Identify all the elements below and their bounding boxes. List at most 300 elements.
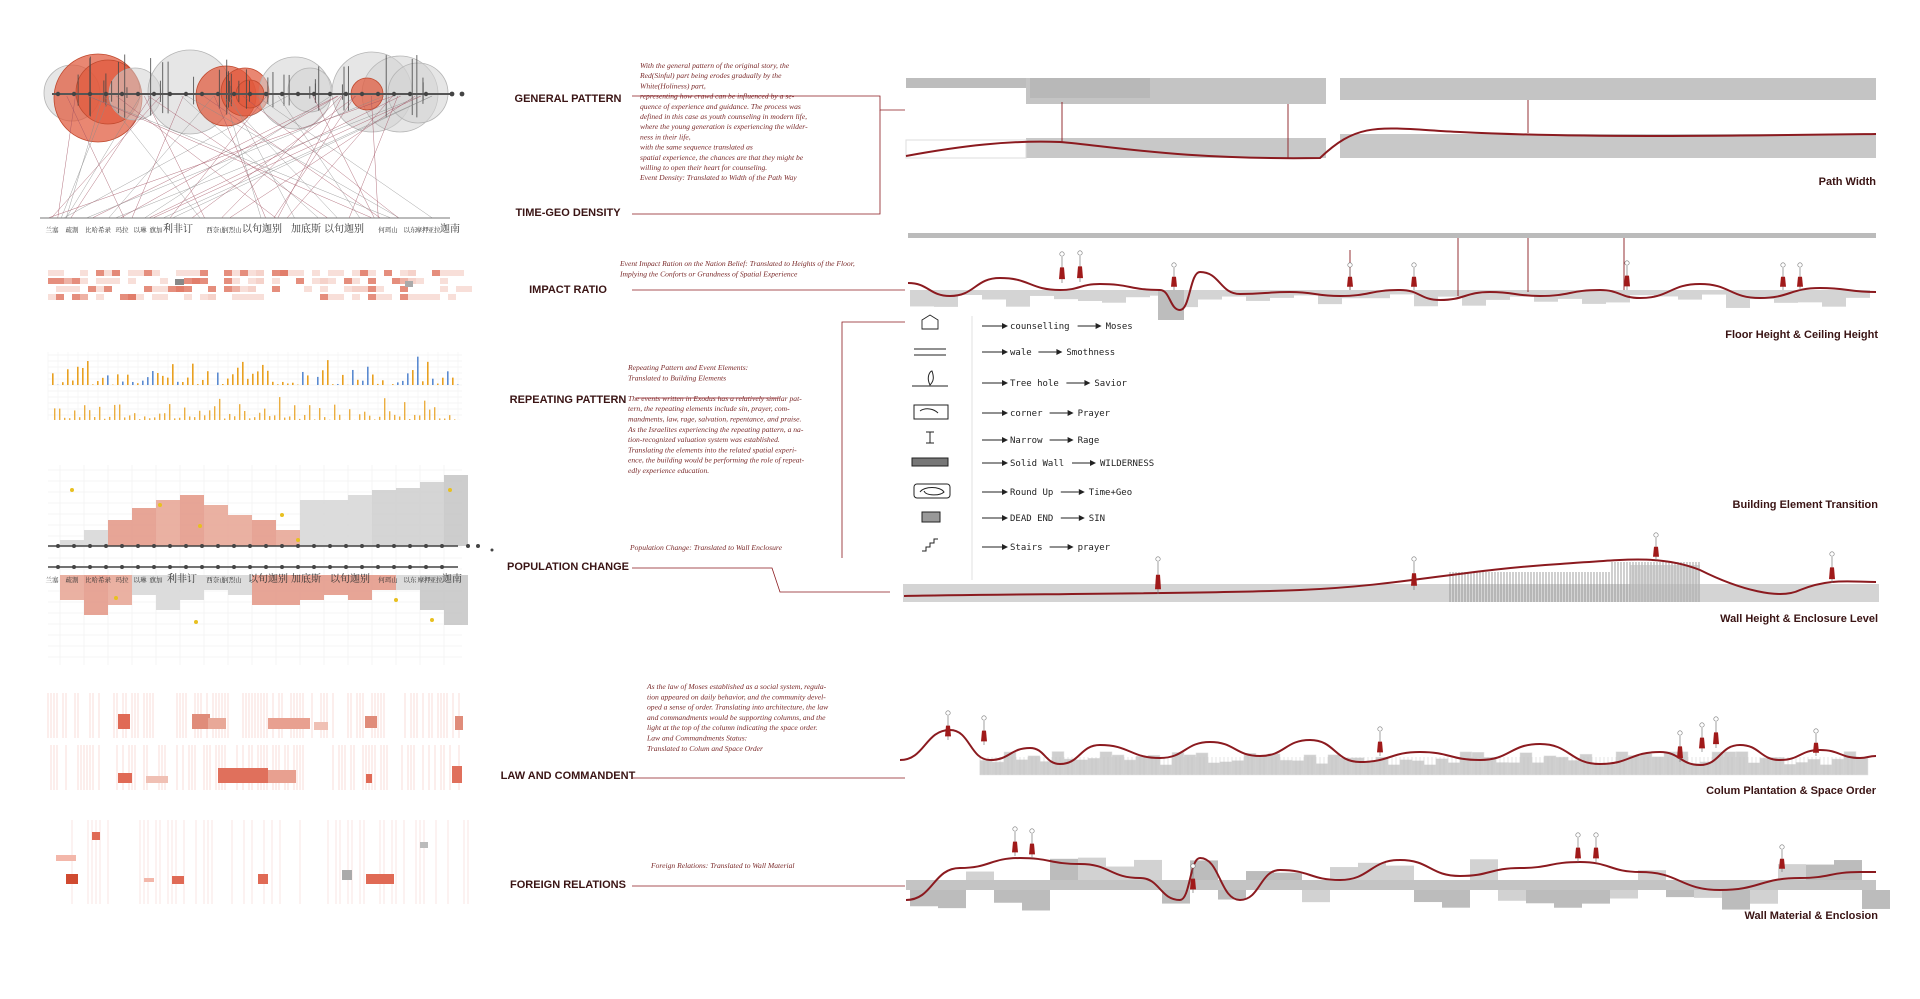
pattern-bar <box>67 369 69 385</box>
population-block <box>60 540 84 546</box>
arrow-head <box>1068 410 1074 416</box>
figure-head <box>1191 864 1195 868</box>
marker-dot <box>158 503 162 507</box>
description-line: tion appeared on daily behavior, and the community devel- <box>647 692 826 701</box>
axis-dot <box>424 544 428 548</box>
legend-icon <box>912 371 948 386</box>
label-repeating-pattern: REPEATING PATTERN <box>510 394 627 406</box>
figure-head <box>1013 827 1017 831</box>
path-wall <box>906 78 1026 88</box>
impact-cell <box>320 278 336 284</box>
axis-dot <box>184 544 188 548</box>
material-block <box>1358 863 1386 880</box>
timeline-dot <box>232 92 236 96</box>
stairs-icon <box>922 539 938 551</box>
description-line: Red(Sinful) part being erodes gradually by the <box>639 71 782 80</box>
pattern-bar <box>314 419 315 420</box>
pattern-bar <box>449 415 450 420</box>
description-line: spatial experience, the chances are that they might be <box>640 153 804 162</box>
pattern-bar <box>189 416 190 420</box>
impact-cell <box>320 286 328 292</box>
axis-dot <box>248 544 252 548</box>
figure-head <box>946 711 950 715</box>
impact-cell <box>136 270 144 276</box>
impact-cell <box>64 286 80 292</box>
pattern-bar <box>437 384 439 385</box>
description-line: As the Israelites experiencing the repeating pattern, a na- <box>627 425 804 434</box>
description-line: Translating the elements into the related spatial experi- <box>628 445 797 454</box>
pattern-bar <box>417 357 419 385</box>
place-label: 西奈山 <box>206 225 226 234</box>
timeline-dot <box>392 92 396 96</box>
description-line: Translated to Building Elements <box>628 373 726 382</box>
column-block <box>1616 752 1628 775</box>
law-block <box>192 714 210 729</box>
timeline-dot <box>408 92 412 96</box>
impact-cell <box>224 270 232 276</box>
pattern-bar <box>327 360 329 385</box>
pattern-bar <box>192 364 194 385</box>
right-sections-column <box>900 78 1890 922</box>
pattern-bar <box>272 382 274 385</box>
description-line: Translated to Colum and Space Order <box>647 744 763 753</box>
pattern-bar <box>277 384 279 385</box>
axis-dot <box>184 565 188 569</box>
pattern-bar <box>224 419 225 420</box>
law-block <box>218 768 268 783</box>
marker-dot <box>394 598 398 602</box>
legend-icon <box>912 458 948 466</box>
pattern-bar <box>429 410 430 420</box>
law-commandment-heatmap <box>48 693 463 790</box>
law-block <box>314 722 328 730</box>
figure-head <box>1378 727 1382 731</box>
legend-icon <box>926 432 934 443</box>
column-block <box>1508 763 1520 775</box>
section-path-width <box>906 78 1876 158</box>
impact-cell <box>440 286 448 292</box>
description-general-pattern <box>639 61 808 182</box>
timeline-dot <box>460 92 465 97</box>
impact-cell <box>376 294 384 300</box>
pattern-bar <box>74 410 75 420</box>
impact-cell <box>424 294 440 300</box>
pattern-bar <box>244 411 245 420</box>
column-block <box>1112 755 1124 775</box>
legend-to-label: Moses <box>1106 322 1133 332</box>
place-labels-top <box>46 222 461 235</box>
legend-from-label: Narrow <box>1010 436 1043 446</box>
column-block <box>1460 752 1472 775</box>
impact-ratio-heatmap <box>48 270 472 300</box>
material-block <box>1470 859 1498 880</box>
pattern-bar <box>394 415 395 420</box>
impact-cell <box>160 286 168 292</box>
pattern-bar <box>282 382 284 385</box>
pattern-bar <box>294 405 295 420</box>
axis-dot <box>264 544 268 548</box>
population-block <box>420 482 444 546</box>
foreign-block <box>66 874 78 884</box>
tree-icon <box>928 371 933 385</box>
impact-cell <box>96 278 104 284</box>
column-block <box>1124 760 1136 775</box>
figure-head <box>1781 263 1785 267</box>
pattern-bar <box>357 380 359 385</box>
column-block <box>1424 765 1436 775</box>
left-analysis-column <box>40 50 494 904</box>
pattern-bar <box>199 411 200 420</box>
floor-block <box>1678 290 1702 300</box>
axis-dot <box>466 544 470 548</box>
timeline-dot <box>168 92 172 96</box>
pattern-bar <box>367 367 369 385</box>
pattern-bar <box>284 418 285 420</box>
place-label: 以琳 <box>134 575 148 584</box>
place-label: 旗加 <box>150 575 164 584</box>
figure-cloak <box>1171 277 1177 287</box>
section-wall-material <box>906 827 1890 911</box>
place-label: 疏割 <box>66 225 80 234</box>
pattern-bar <box>377 384 379 385</box>
material-block <box>1582 890 1610 904</box>
description-line: defined in this case as youth counseling in modern life, <box>640 112 807 121</box>
figure-cloak <box>1077 266 1083 278</box>
figure-cloak <box>945 726 951 737</box>
timeline-dot <box>424 92 428 96</box>
description-line: Population Change: Translated to Wall Enclosure <box>629 543 783 552</box>
description-impact-ratio <box>619 259 855 278</box>
pattern-bar <box>127 375 129 385</box>
description-line: White(Holiness) part, <box>640 81 706 90</box>
description-line: Repeating Pattern and Event Elements: <box>627 363 748 372</box>
impact-cell <box>136 294 144 300</box>
pattern-bar <box>174 418 175 420</box>
legend-to-label: SIN <box>1089 514 1105 524</box>
description-line: representing how crawd can be influenced by a se- <box>640 92 795 101</box>
population-block <box>204 505 228 546</box>
law-block <box>365 716 377 728</box>
column-block <box>1724 752 1736 775</box>
axis-dot <box>88 544 92 548</box>
impact-cell <box>256 294 264 300</box>
impact-cell <box>456 286 472 292</box>
column-block <box>1784 764 1796 775</box>
impact-cell <box>256 270 264 276</box>
timeline-dot <box>312 92 316 96</box>
axis-dot <box>440 544 444 548</box>
pattern-bar <box>247 379 249 385</box>
legend-icon <box>922 512 940 522</box>
axis-dot <box>152 565 156 569</box>
pattern-bar <box>307 375 309 385</box>
column-block <box>1544 756 1556 775</box>
axis-dot <box>168 565 172 569</box>
description-line: Implying the Conforts or Grandness of Spatial Experience <box>619 269 798 278</box>
description-line: and commandments would be supporting columns, and the <box>647 713 826 722</box>
population-change-chart <box>46 465 494 665</box>
legend-icon <box>914 405 948 419</box>
foreign-block <box>342 870 352 880</box>
pattern-bar <box>254 417 255 420</box>
event-bubbles <box>44 50 448 142</box>
arrow-head <box>1068 544 1074 550</box>
column-block <box>1532 763 1544 775</box>
floor-block <box>1726 290 1750 308</box>
law-block <box>268 770 296 783</box>
place-label: 比哈希录 <box>85 575 112 584</box>
pattern-bar <box>359 414 360 420</box>
figure-cloak <box>1411 277 1417 287</box>
path-wall <box>1030 78 1150 98</box>
place-label: 以东 <box>404 225 418 234</box>
axis-dot <box>424 565 428 569</box>
pattern-bar <box>157 373 159 385</box>
pattern-bar <box>332 384 334 385</box>
axis-dot <box>328 565 332 569</box>
floor-block <box>982 290 1006 300</box>
axis-dot <box>312 544 316 548</box>
pattern-bar <box>54 408 55 420</box>
figure-cloak <box>1059 267 1065 279</box>
pattern-bar <box>217 373 219 385</box>
pattern-bar <box>439 418 440 420</box>
pattern-bar <box>317 377 319 385</box>
arrow-head <box>1096 323 1102 329</box>
place-label: 以琳 <box>134 225 148 234</box>
column-block <box>1040 761 1052 775</box>
pattern-bar <box>302 372 304 385</box>
pattern-bar <box>79 417 80 420</box>
pattern-bar <box>239 404 240 420</box>
axis-dot <box>491 549 494 552</box>
population-block <box>228 515 252 546</box>
place-label: 摩押 <box>416 225 430 234</box>
pattern-bar <box>389 411 390 420</box>
axis-dot <box>248 565 252 569</box>
pattern-bar <box>159 414 160 420</box>
legend-to-label: prayer <box>1078 543 1111 553</box>
pattern-bar <box>399 416 400 420</box>
pattern-bar <box>72 380 74 385</box>
pattern-bar <box>319 408 320 420</box>
impact-cell <box>232 286 240 292</box>
marker-dot <box>296 538 300 542</box>
population-block <box>372 490 396 546</box>
material-band <box>906 880 1876 890</box>
section-colum-plantation <box>900 711 1876 775</box>
axis-dot <box>216 565 220 569</box>
impact-cell <box>64 278 72 284</box>
figure-cloak <box>1829 567 1835 579</box>
figure-head <box>982 716 986 720</box>
population-block <box>444 475 468 546</box>
place-label: 加底斯 <box>291 572 321 585</box>
figure-cloak <box>1411 573 1417 586</box>
description-line: As the law of Moses established as a social system, regula- <box>646 682 827 691</box>
legend-icon <box>914 484 950 498</box>
pattern-bar <box>369 416 370 420</box>
leader-lines <box>632 96 905 886</box>
pattern-bar <box>242 362 244 385</box>
label-law-and-commandent: LAW AND COMMANDENT <box>501 770 636 782</box>
marker-dot <box>198 524 202 528</box>
pattern-bar <box>89 410 90 420</box>
pattern-bar <box>427 362 429 385</box>
place-label: 西奈山 <box>206 575 226 584</box>
figure-cloak <box>1190 879 1196 890</box>
pattern-bar <box>187 378 189 385</box>
pattern-bar <box>409 419 410 420</box>
impact-cell <box>88 286 96 292</box>
legend-to-label: Savior <box>1094 379 1127 389</box>
pattern-bar <box>209 410 210 420</box>
impact-cell <box>360 270 368 276</box>
arrow-head <box>1002 410 1008 416</box>
legend-from-label: Tree hole <box>1010 379 1059 389</box>
figure-cloak <box>981 731 987 742</box>
impact-cell <box>248 294 256 300</box>
place-label: 疏割 <box>66 575 80 584</box>
impact-cell <box>208 286 216 292</box>
figure-cloak <box>1593 848 1599 859</box>
column-block <box>1160 765 1172 775</box>
impact-cell <box>368 270 376 276</box>
pattern-bar <box>104 419 105 420</box>
place-label: 何烈山 <box>222 575 242 584</box>
population-block <box>132 508 156 546</box>
pattern-bar <box>434 407 435 420</box>
material-block <box>1022 890 1050 910</box>
axis-dot <box>280 565 284 569</box>
figure-head <box>1156 557 1160 561</box>
description-line: ence, the building would be performing the role of repeat- <box>628 456 805 465</box>
figure-cloak <box>1155 575 1161 589</box>
axis-dot <box>328 544 332 548</box>
impact-cell <box>272 278 280 284</box>
impact-cell <box>160 278 168 284</box>
axis-dot <box>168 544 172 548</box>
timeline-dot <box>56 92 60 96</box>
figure-cloak <box>1347 277 1353 287</box>
description-line: with the same sequence translated as <box>640 143 753 152</box>
label-impact-ratio: IMPACT RATIO <box>529 284 607 296</box>
axis-dot <box>120 544 124 548</box>
timeline-dot <box>216 92 220 96</box>
place-label: 亚拉 <box>428 225 442 234</box>
figure-head <box>1714 717 1718 721</box>
arrow-head <box>1002 544 1008 550</box>
description-line: With the general pattern of the original story, the <box>640 61 790 70</box>
pattern-bar <box>324 417 325 420</box>
impact-cell <box>352 278 360 284</box>
column-block <box>1496 762 1508 775</box>
impact-cell <box>96 270 104 276</box>
impact-cell <box>328 270 344 276</box>
figure-cloak <box>1713 732 1719 744</box>
place-label: 迦南 <box>442 572 462 585</box>
dead-end-icon <box>922 512 940 522</box>
axis-dot <box>56 544 60 548</box>
pattern-bar <box>262 365 264 385</box>
axis-dot <box>312 565 316 569</box>
pattern-bar <box>392 384 394 385</box>
marker-dot <box>280 513 284 517</box>
material-block <box>1666 890 1694 897</box>
pattern-bar <box>204 415 205 420</box>
impact-cell <box>408 270 416 276</box>
marker-dot <box>430 618 434 622</box>
figure-head <box>1030 829 1034 833</box>
pattern-bar <box>382 380 384 385</box>
pattern-bar <box>177 382 179 385</box>
pattern-bar <box>309 405 310 420</box>
column-block <box>1220 762 1232 775</box>
impact-cell <box>176 286 192 292</box>
column-block <box>1568 760 1580 775</box>
column-block <box>992 762 1004 775</box>
pattern-bar <box>77 367 79 385</box>
pattern-bar <box>149 418 150 420</box>
description-line: The events written in Exodus has a relatively similar pat- <box>628 394 802 403</box>
impact-cell <box>280 270 288 276</box>
place-label: 利非订 <box>167 572 197 585</box>
column-block <box>1712 752 1724 775</box>
enclosure-block <box>1630 565 1700 602</box>
place-label: 旗加 <box>150 225 164 234</box>
pattern-bar <box>167 378 169 385</box>
pattern-bar <box>172 364 174 385</box>
axis-dot <box>200 544 204 548</box>
pattern-bar <box>64 418 65 420</box>
pattern-bar <box>97 381 99 385</box>
legend-to-label: Prayer <box>1078 409 1111 419</box>
axis-dot <box>88 565 92 569</box>
material-block <box>1834 860 1862 880</box>
repeating-pattern-bars <box>48 352 462 420</box>
axis-dot <box>56 565 60 569</box>
impact-cell <box>80 270 88 276</box>
column-block <box>1580 754 1592 775</box>
marker-dot <box>194 620 198 624</box>
axis-dot <box>408 565 412 569</box>
axis-dot <box>392 565 396 569</box>
axis-dot <box>216 544 220 548</box>
label-foreign-relations: FOREIGN RELATIONS <box>510 879 626 891</box>
figure-cloak <box>1653 547 1659 557</box>
pattern-bar <box>372 375 374 385</box>
impact-cell <box>376 286 384 292</box>
timeline-dot <box>328 92 332 96</box>
column-block <box>1388 765 1400 775</box>
description-line: where the young generation is experiencing the wilder- <box>640 122 808 131</box>
figure-cloak <box>1797 277 1803 287</box>
impact-cell <box>208 294 216 300</box>
column-block <box>1364 761 1376 775</box>
pattern-bar <box>82 368 84 385</box>
pattern-bar <box>59 409 60 420</box>
pattern-bar <box>422 381 424 385</box>
material-block <box>1694 890 1722 898</box>
figure-cloak <box>1779 859 1785 869</box>
ceiling-slab <box>908 233 1876 238</box>
column-block <box>1856 758 1868 775</box>
foreign-block <box>92 832 100 840</box>
impact-cell <box>440 270 448 276</box>
impact-cell <box>200 270 208 276</box>
description-line: light at the top of the column indicating the space order. <box>647 723 817 732</box>
legend-icon <box>914 349 946 355</box>
